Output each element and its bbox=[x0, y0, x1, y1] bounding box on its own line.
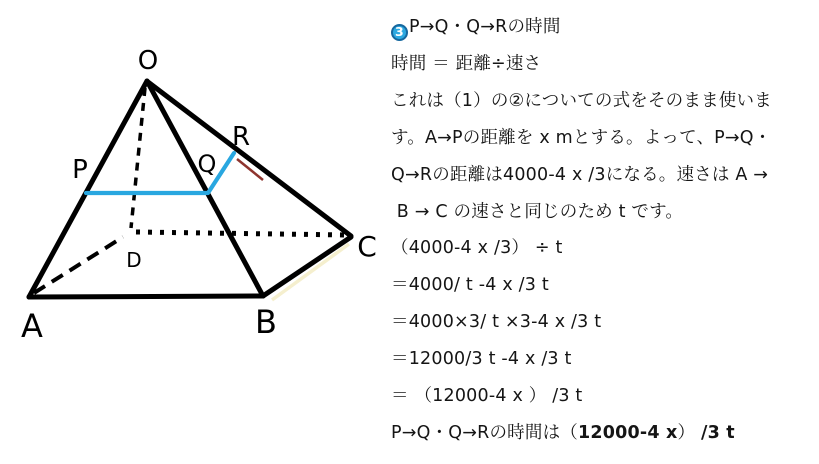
label-point-p: P bbox=[72, 155, 88, 185]
explanation-line-4: す。A→Pの距離を x mとする。よって、P→Q・ bbox=[391, 127, 772, 148]
label-vertex-d: D bbox=[126, 248, 142, 272]
conclusion-bold-numerator: 12000-4 x bbox=[578, 422, 678, 443]
pyramid-diagram bbox=[0, 0, 392, 460]
equation-line-5: ＝ （12000-4 x ） /3 t bbox=[391, 386, 583, 407]
equation-line-4: ＝12000/3 t -4 x /3 t bbox=[391, 349, 572, 370]
explanation-line-5: Q→Rの距離は4000-4 x /3になる。速さは A → bbox=[391, 164, 769, 185]
label-point-r: R bbox=[231, 122, 251, 152]
pyramid-svg bbox=[0, 0, 392, 460]
edge-o-c bbox=[148, 82, 351, 236]
edge-d-c-dotted bbox=[136, 232, 348, 235]
explanation-panel bbox=[391, 9, 815, 452]
label-vertex-c: C bbox=[357, 230, 377, 263]
conclusion-pre: P→Q・Q→Rの時間は（ bbox=[391, 422, 578, 443]
label-vertex-o: O bbox=[137, 46, 159, 76]
explanation-line-3: これは（1）の②についての式をそのまま使いま bbox=[391, 90, 772, 111]
explanation-line-6: B → C の速さと同じのため t です。 bbox=[391, 201, 684, 222]
conclusion-line bbox=[391, 415, 815, 452]
explanation-line-1 bbox=[391, 9, 815, 46]
explanation-line-2: 時間 ＝ 距離÷速さ bbox=[391, 53, 542, 74]
equation-line-2: ＝4000/ t -4 x /3 t bbox=[391, 275, 549, 296]
edge-b-c bbox=[263, 237, 351, 296]
line-1-text: P→Q・Q→Rの時間 bbox=[409, 17, 561, 37]
label-vertex-a: A bbox=[21, 307, 43, 345]
label-point-q: Q bbox=[197, 150, 217, 178]
label-vertex-b: B bbox=[255, 303, 277, 341]
conclusion-mid: ） bbox=[677, 422, 701, 443]
circled-3-badge: 3 bbox=[391, 24, 408, 41]
equation-line-1: （4000-4 x /3） ÷ t bbox=[391, 238, 563, 259]
yellow-highlight-bc bbox=[272, 244, 349, 300]
equation-line-3: ＝4000×3/ t ×3-4 x /3 t bbox=[391, 312, 602, 333]
edge-a-b bbox=[29, 296, 263, 297]
edge-o-b bbox=[147, 81, 263, 296]
conclusion-bold-denominator: /3 t bbox=[700, 422, 735, 443]
